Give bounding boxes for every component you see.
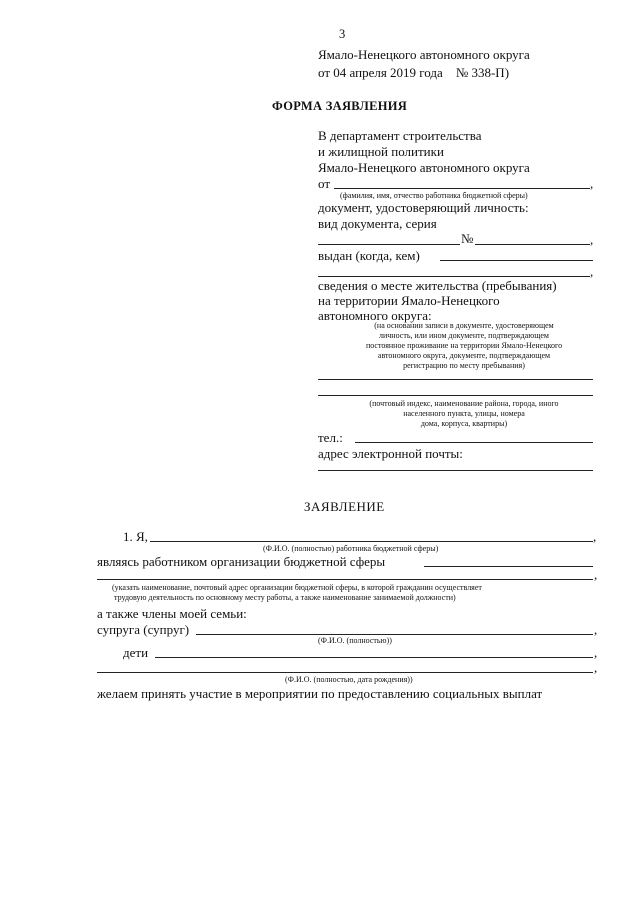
- full-name-comma: ,: [593, 529, 597, 544]
- addressee-line-2: и жилищной политики: [318, 144, 444, 159]
- page-number: 3: [339, 27, 346, 41]
- doc-series-line[interactable]: [318, 244, 460, 245]
- spouse-caption: (Ф.И.О. (полностью)): [318, 636, 392, 645]
- organization-note-2: трудовую деятельность по основному месту работы, а также наименование занимаемой должности): [114, 593, 456, 602]
- organization-field-line-2[interactable]: [97, 579, 593, 580]
- children-caption: (Ф.И.О. (полностью, дата рождения)): [285, 675, 413, 684]
- phone-field-line[interactable]: [355, 442, 593, 443]
- organization-field-line[interactable]: [424, 566, 593, 567]
- children-label: дети: [123, 645, 149, 660]
- residence-line-3: автономного округа:: [318, 308, 432, 323]
- residence-note-1: (на основании записи в документе, удостоверяющем: [374, 321, 554, 330]
- employee-line: являясь работником организации бюджетной сферы: [97, 554, 386, 569]
- number-sign: №: [461, 231, 474, 246]
- residence-field-line-1[interactable]: [318, 379, 593, 380]
- form-title: ФОРМА ЗАЯВЛЕНИЯ: [272, 99, 408, 113]
- email-label: адрес электронной почты:: [318, 446, 463, 461]
- postal-note-3: дома, корпуса, квартиры): [420, 419, 508, 428]
- addressee-line-1: В департамент строительства: [318, 128, 482, 143]
- full-name-field-line[interactable]: [150, 541, 593, 542]
- postal-note-2: населенного пункта, улицы, номера: [403, 409, 525, 418]
- residence-line-2: на территории Ямало-Ненецкого: [318, 293, 500, 308]
- spouse-field-line[interactable]: [196, 634, 593, 635]
- header-line-1: Ямало-Ненецкого автономного округа: [318, 47, 530, 62]
- addressee-line-3: Ямало-Ненецкого автономного округа: [318, 160, 530, 175]
- doc-number-line[interactable]: [475, 244, 590, 245]
- residence-note-2: личность, или ином документе, подтверждающем: [379, 331, 549, 340]
- issued-label: выдан (когда, кем): [318, 248, 420, 263]
- full-name-caption: (Ф.И.О. (полностью) работника бюджетной сферы): [263, 544, 439, 553]
- spouse-label: супруга (супруг): [97, 622, 190, 637]
- item-1-label: 1. Я,: [123, 529, 148, 544]
- residence-note-5: регистрацию по месту пребывания): [403, 361, 525, 370]
- id-document-label: документ, удостоверяющий личность:: [318, 200, 529, 215]
- doc-type-label: вид документа, серия: [318, 216, 437, 231]
- from-caption: (фамилия, имя, отчество работника бюджетной сферы): [340, 191, 528, 200]
- last-line: желаем принять участие в мероприятии по предоставлению социальных выплат: [97, 686, 543, 701]
- from-field-comma: ,: [590, 176, 594, 191]
- phone-label: тел.:: [318, 430, 343, 445]
- postal-note-1: (почтовый индекс, наименование района, города, иного: [369, 399, 559, 408]
- family-label: а также члены моей семьи:: [97, 606, 247, 621]
- organization-comma: ,: [594, 567, 598, 582]
- header-line-2: от 04 апреля 2019 года № 338-П): [318, 65, 510, 80]
- from-label: от: [318, 176, 331, 191]
- email-field-line[interactable]: [318, 470, 593, 471]
- doc-number-comma: ,: [590, 232, 594, 247]
- from-field-line[interactable]: [334, 188, 590, 189]
- organization-note-1: (указать наименование, почтовый адрес организации бюджетной сферы, в которой гражданин осуществляет: [112, 583, 482, 592]
- residence-field-line-2[interactable]: [318, 395, 593, 396]
- spouse-comma: ,: [594, 622, 598, 637]
- children-field-line-2[interactable]: [97, 672, 593, 673]
- children-comma-2: ,: [594, 660, 598, 675]
- issued-field-line[interactable]: [440, 260, 593, 261]
- issued-comma: ,: [590, 264, 594, 279]
- residence-line-1: сведения о месте жительства (пребывания): [318, 278, 557, 293]
- children-comma: ,: [594, 645, 598, 660]
- residence-note-3: постоянное проживание на территории Ямало-Ненецкого: [365, 341, 563, 350]
- children-field-line[interactable]: [155, 657, 593, 658]
- residence-note-4: автономного округа, документе, подтверждающем: [377, 351, 551, 360]
- statement-title: ЗАЯВЛЕНИЕ: [304, 499, 385, 514]
- issued-field-line-2[interactable]: [318, 276, 590, 277]
